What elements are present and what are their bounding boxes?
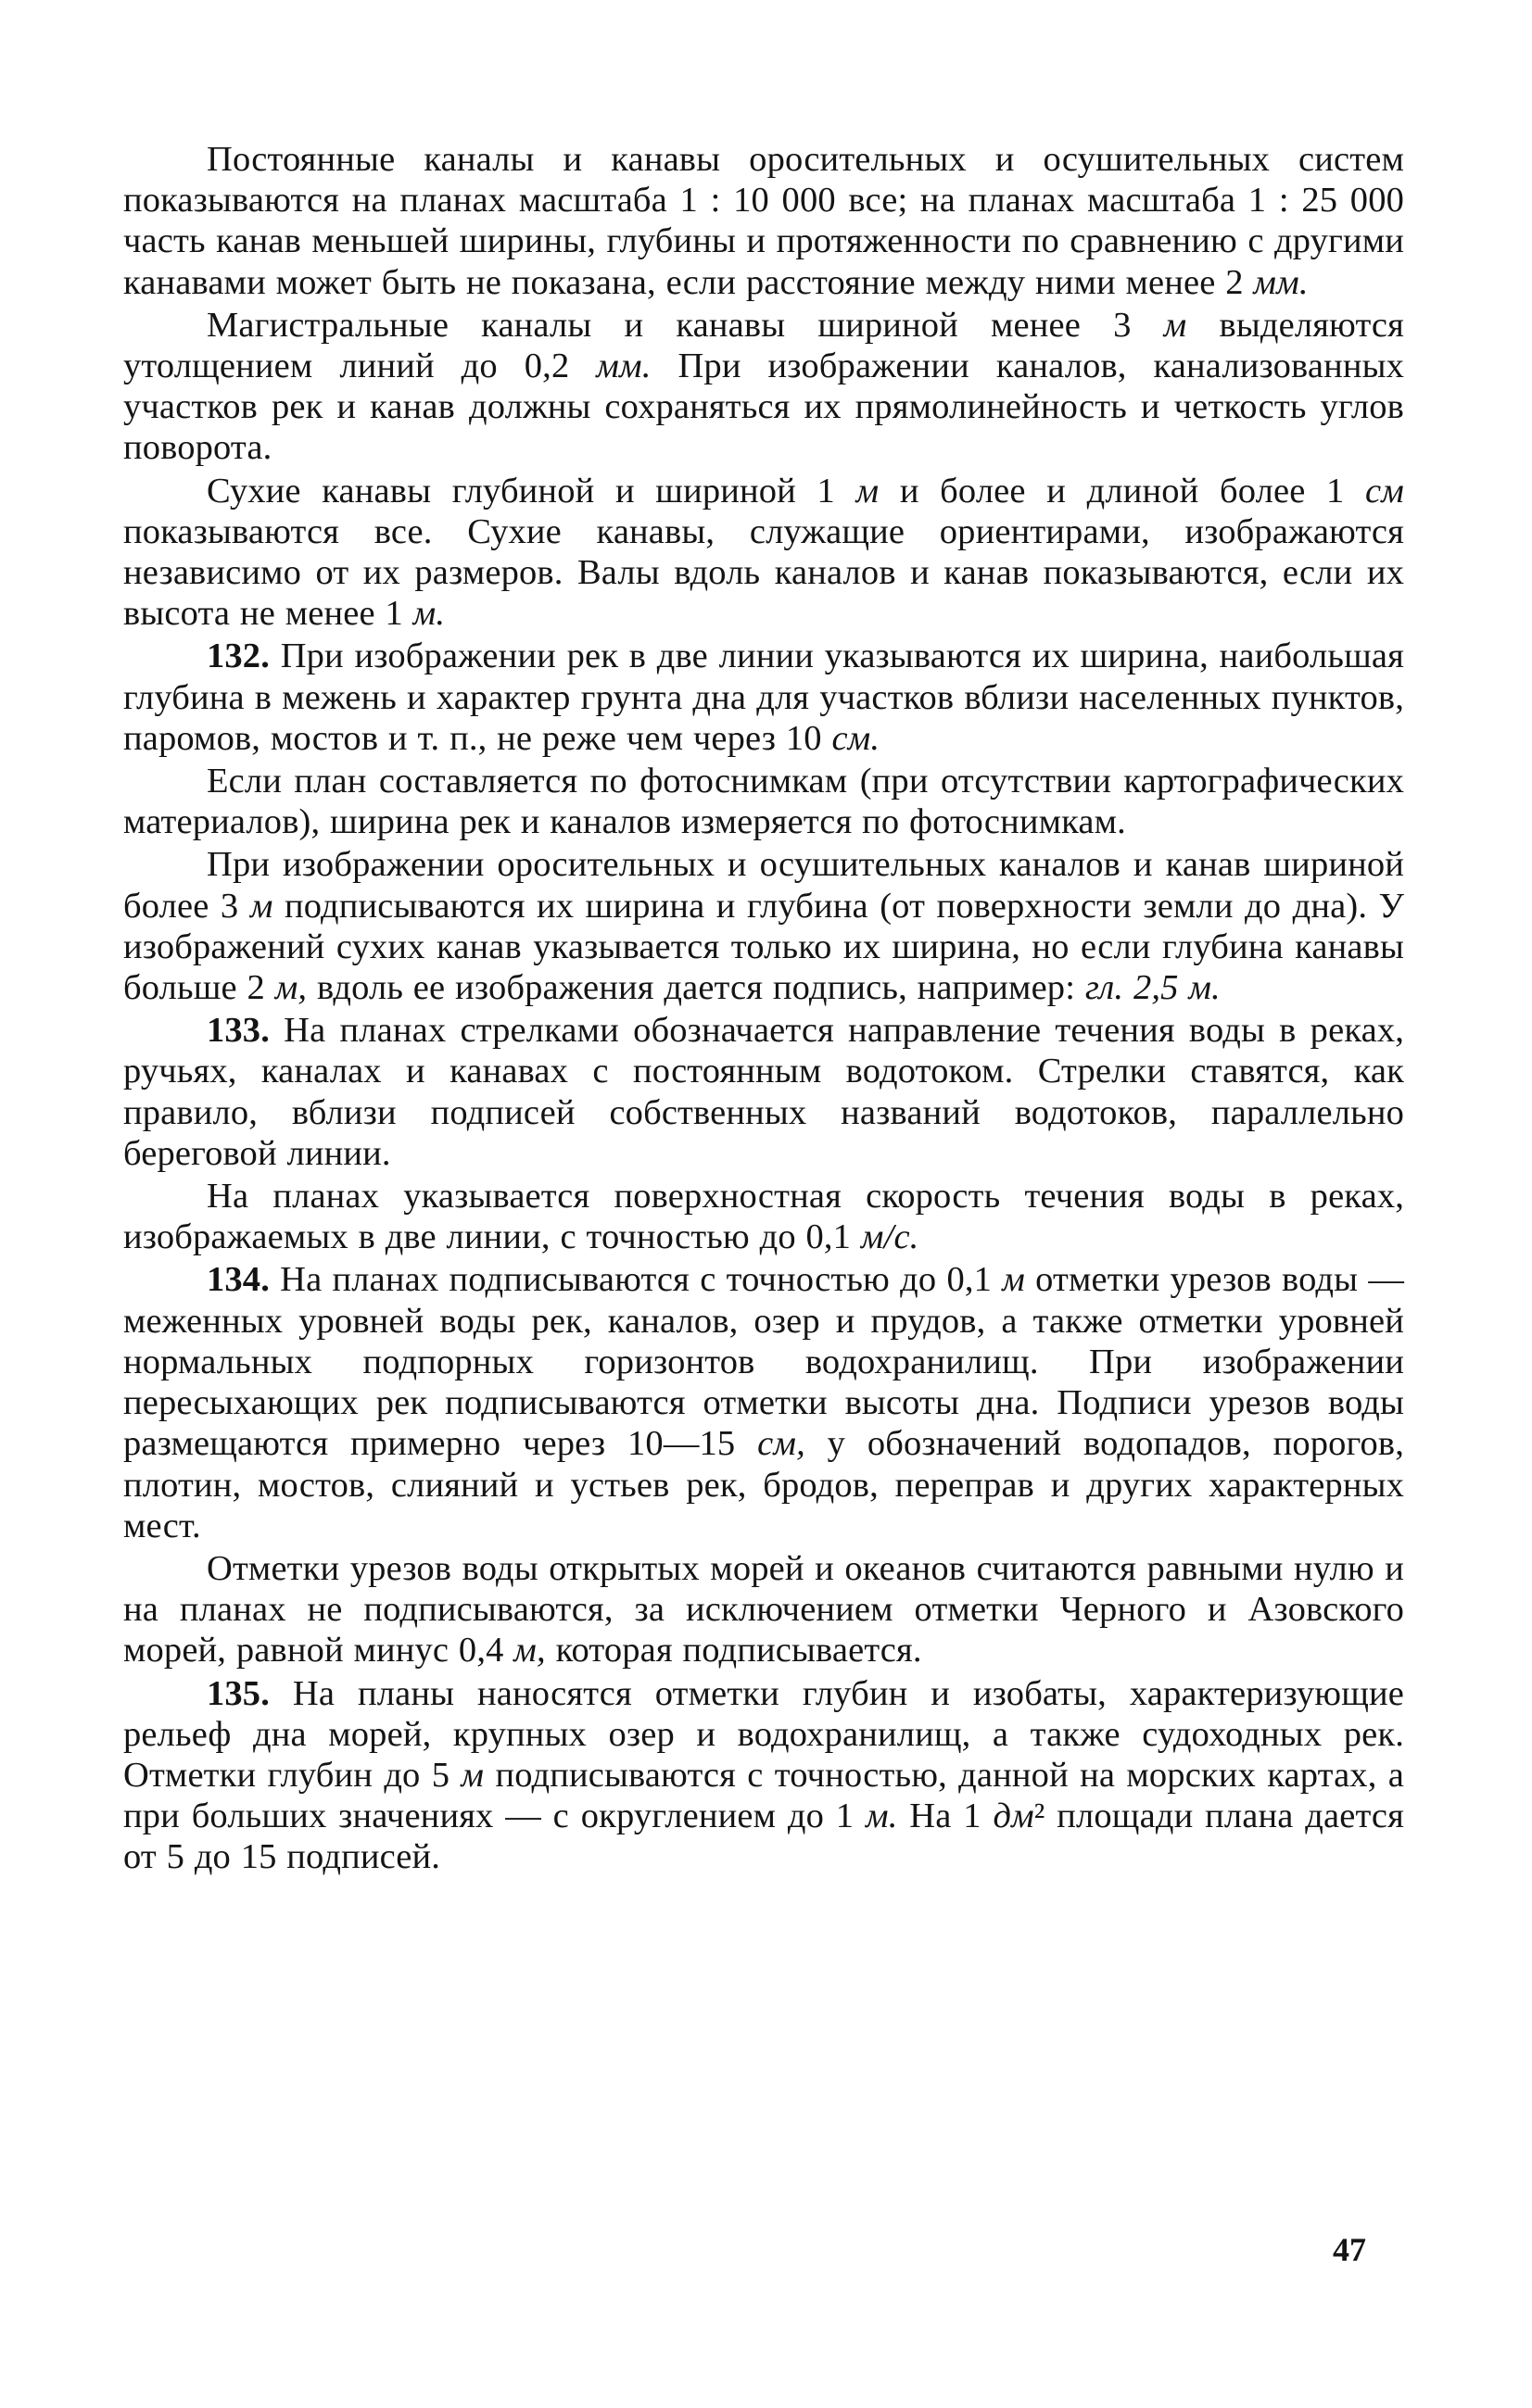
paragraph-text: На планах стрелками обозначается направление течения воды в реках, ручьях, каналах и канавах с постоянным водотоком. Стрелки ставятся, как правило, вблизи подписей собственных названий водотоков, параллельно береговой линии. [123, 1011, 1405, 1173]
paragraph-text: На планах подписываются с точностью до 0,1 м отметки урезов воды — меженных уровней воды рек, каналов, озер и прудов, а также отметки уровней нормальных подпорных горизонтов водохранилищ. При изображении пересыхающих рек подписываются отметки высоты дна. Подписи урезов воды размещаются примерно через 10—15 см, у обозначений водопадов, порогов, плотин, мостов, слияний и устьев рек, бродов, переправ и других характерных мест. [123, 1260, 1405, 1545]
paragraph-text: Магистральные каналы и канавы шириной менее 3 м выделяются утолщением линий до 0,2 мм. При изображении каналов, канализованных участков рек и канав должны сохраняться их прямолинейность и четкость углов поворота. [123, 305, 1404, 468]
paragraph-text: Если план составляется по фотоснимкам (при отсутствии картографических материалов), ширина рек и каналов измеряется по фотоснимкам. [123, 762, 1404, 842]
paragraph-text: Отметки урезов воды открытых морей и океанов считаются равными нулю и на планах не подписываются, за исключением отметки Черного и Азовского морей, равной минус 0,4 м, которая подписывается. [123, 1548, 1404, 1670]
paragraph-text: Сухие канавы глубиной и шириной 1 м и более и длиной более 1 см показываются все. Сухие канавы, служащие ориентирами, изображаются независимо от их размеров. Валы вдоль каналов и канав показываются, если их высота не менее 1 м. [123, 471, 1404, 634]
paragraph [123, 761, 1404, 842]
paragraph-text: На планах указывается поверхностная скорость течения воды в реках, изображаемых в две линии, с точностью до 0,1 м/с. [123, 1177, 1404, 1257]
section-number: 132. [207, 637, 270, 676]
page-body [123, 139, 1404, 1878]
paragraph [123, 471, 1404, 635]
paragraph-text: При изображении оросительных и осушительных каналов и канав шириной более 3 м подписываются их ширина и глубина (от поверхности земли до дна). У изображений сухих канав указывается только их ширина, но если глубина канавы больше 2 м, вдоль ее изображения дается подпись, например: гл. 2,5 м. [123, 845, 1404, 1008]
paragraph-text: На планы наносятся отметки глубин и изобаты, характеризующие рельеф дна морей, крупных озер и водохранилищ, а также судоходных рек. Отметки глубин до 5 м подписываются с точностью, данной на морских картах, а при больших значениях — с округлением до 1 м. На 1 дм² площади плана дается от 5 до 15 подписей. [123, 1673, 1404, 1877]
section-133-paragraph [123, 1010, 1404, 1174]
section-132-paragraph [123, 636, 1404, 759]
paragraph [123, 139, 1404, 303]
section-number: 133. [207, 1011, 270, 1051]
section-number: 135. [207, 1673, 270, 1713]
paragraph-text: Постоянные каналы и канавы оросительных и осушительных систем показываются на планах масштаба 1 : 10 000 все; на планах масштаба 1 : 25 000 часть канав меньшей ширины, глубины и протяженности по сравнению с другими канавами может быть не показана, если расстояние между ними менее 2 мм. [123, 140, 1404, 302]
section-134-paragraph [123, 1259, 1404, 1545]
paragraph-text: При изображении рек в две линии указываются их ширина, наибольшая глубина в межень и характер грунта дна для участков вблизи населенных пунктов, паромов, мостов и т. п., не реже чем через 10 см. [123, 637, 1404, 758]
section-135-paragraph [123, 1673, 1404, 1878]
paragraph [123, 844, 1404, 1008]
paragraph [123, 1548, 1404, 1671]
page-number: 47 [1333, 2231, 1366, 2268]
paragraph [123, 1176, 1404, 1257]
section-number: 134. [207, 1260, 270, 1300]
paragraph [123, 305, 1404, 469]
